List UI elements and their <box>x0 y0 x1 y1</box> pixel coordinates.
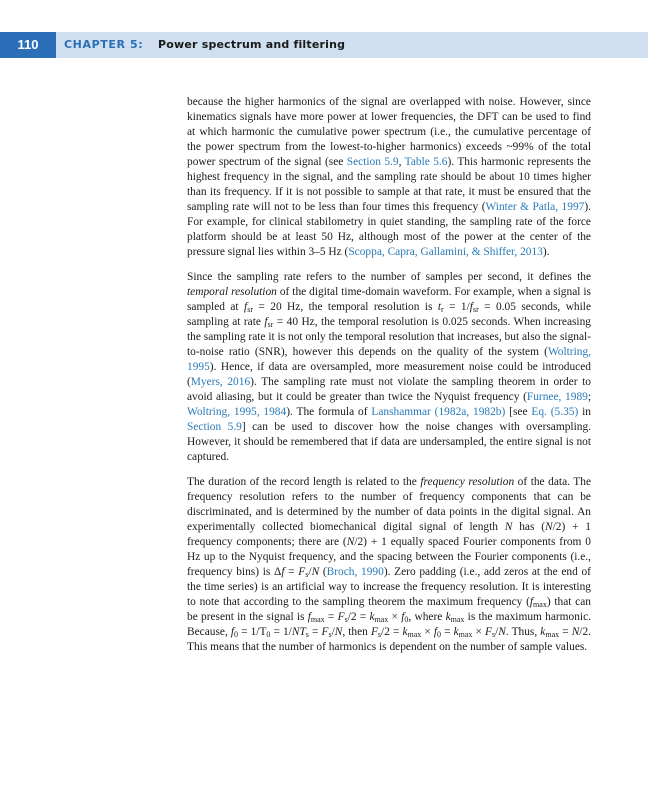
math-subscript: 0 <box>404 615 409 624</box>
text: in <box>578 406 591 418</box>
text: . Thus, <box>505 626 541 638</box>
text: = <box>284 566 299 578</box>
math-subscript: s <box>491 630 496 639</box>
text: = 1/ <box>443 301 470 313</box>
text: = <box>441 626 454 638</box>
math: F <box>298 566 306 578</box>
citation-link[interactable]: Scoppa, Capra, Gallamini, & Shiffer, 2013 <box>348 246 543 258</box>
math: t <box>437 301 441 313</box>
chapter-title: Power spectrum and filtering <box>158 38 346 51</box>
text: ) that can be present in the signal is <box>187 596 591 623</box>
math: k <box>369 611 375 623</box>
math-subscript: sr <box>247 305 253 314</box>
math: F <box>321 626 329 638</box>
math: k <box>445 611 451 623</box>
math-subscript: 0 <box>437 630 442 639</box>
text: [see <box>505 406 532 418</box>
paragraph-1 <box>187 95 591 260</box>
math: N <box>571 626 580 638</box>
emphasis: temporal resolution <box>187 286 277 298</box>
text: / <box>331 626 335 638</box>
text: ). This harmonic represents the highest frequency in the signal, and the sampling rate should be about 10 times higher than its frequency. If it is not possible to sample at that rate, it must be ensured that the sampling rate will not to be less than four times this frequency ( <box>187 156 591 213</box>
math: f <box>433 626 438 638</box>
emphasis: frequency resolution <box>420 476 515 488</box>
text: × <box>472 626 485 638</box>
math-subscript: max <box>407 630 422 639</box>
text: is the maximum harmonic. Because, <box>187 611 591 638</box>
text: /2) + 1 equally spaced Fourier components from 0 Hz up to the Nyquist frequency, and the spacing between the Fourier components (i.e., frequency bins) is Δ <box>187 536 591 578</box>
text: = <box>308 626 322 638</box>
equation-link[interactable]: Eq. (5.35) <box>531 406 579 418</box>
math: N <box>545 521 553 533</box>
text: = <box>324 611 338 623</box>
math-subscript: s <box>305 570 309 579</box>
text: / <box>308 566 312 578</box>
text: = 1/ <box>270 626 292 638</box>
citation-link[interactable]: Woltring, 1995, 1984 <box>187 406 287 418</box>
math: N <box>498 626 506 638</box>
math: f <box>307 611 311 623</box>
math: F <box>370 626 378 638</box>
section-link[interactable]: Section 5.9 <box>346 156 399 168</box>
text: ] can be used to discover how the noise changes with oversampling. However, it should be remembered that if data are undersampled, the entire signal is not captured. <box>187 421 591 463</box>
math: N <box>346 536 355 548</box>
table-link[interactable]: Table 5.6 <box>404 156 448 168</box>
math-subscript: max <box>374 615 389 624</box>
math: f <box>230 626 235 638</box>
math: f <box>469 301 473 313</box>
text: /2. This means that the number of harmonics is dependent on the number of sample values. <box>187 626 592 653</box>
math-subscript: r <box>441 305 444 314</box>
math: F <box>485 626 492 638</box>
math-subscript: s <box>377 630 382 639</box>
math: N <box>311 566 320 578</box>
math-subscript: s <box>328 630 332 639</box>
running-header <box>0 32 648 58</box>
paragraph-3 <box>187 475 591 655</box>
math-subscript: 0 <box>266 630 271 639</box>
math: k <box>540 626 546 638</box>
text: = <box>559 626 572 638</box>
text: The duration of the record length is related to the <box>187 476 421 488</box>
text: , where <box>408 611 446 623</box>
math-subscript: max <box>458 630 473 639</box>
math: N <box>334 626 343 638</box>
paragraph-2 <box>187 270 591 465</box>
math-subscript: max <box>450 615 465 624</box>
text: ). For example, for clinical stabilometry in quiet standing, the sampling rate of the force platform should be at least 50 Hz, although most of the power at the center of the pressure signal lies within 3–5 Hz ( <box>187 201 591 258</box>
text: ; <box>587 391 592 403</box>
text: /2 = <box>381 626 403 638</box>
citation-link[interactable]: Myers, 2016 <box>190 376 251 388</box>
text: has ( <box>512 521 545 533</box>
math: f <box>401 611 405 623</box>
math: f <box>264 316 268 328</box>
text: = 1/T <box>238 626 267 638</box>
body-text <box>187 95 591 665</box>
text: = 0.05 seconds, while sampling at rate <box>187 301 591 328</box>
text: ). The sampling rate must not violate the sampling theorem in order to avoid aliasing, but it could be greater than twice the Nyquist frequency ( <box>187 376 591 403</box>
math: f <box>529 596 534 608</box>
math: f <box>244 301 248 313</box>
citation-link[interactable]: Broch, 1990 <box>326 566 384 578</box>
citation-link[interactable]: Woltring, 1995 <box>187 346 591 373</box>
text: = 40 Hz, the temporal resolution is 0.025 seconds. When increasing the sampling rate it is not only the temporal resolution that increases, but also the signal-to-noise ratio (SNR), however this depends on the quality of the system ( <box>187 316 591 358</box>
text: = 20 Hz, the temporal resolution is <box>252 301 438 313</box>
text: ). Zero padding (i.e., add zeros at the end of the time series) is an artificial way to increase the frequency resolution. It is interesting to note that according to the sampling theorem the maximum frequency ( <box>187 566 591 608</box>
text: ). <box>542 246 550 258</box>
math: f <box>281 566 285 578</box>
text: of the digital time-domain waveform. For example, when a signal is sampled at <box>187 286 591 313</box>
text: because the higher harmonics of the signal are overlapped with noise. However, since kinematics signals have more power at lower frequencies, the DFT can be used to find at which harmonic the cumulative power spectrum (i.e., the cumulative percentage of the power spectrum from the lowest-to-higher harmonics) exceeds ~99% of the total power spectrum of the signal (see <box>187 96 591 168</box>
math: N <box>504 521 513 533</box>
text: × <box>388 611 402 623</box>
math: F <box>337 611 345 623</box>
section-link[interactable]: Section 5.9 <box>187 421 242 433</box>
math-subscript: 0 <box>234 630 239 639</box>
math: k <box>402 626 408 638</box>
text: ). Hence, if data are oversampled, more measurement noise could be introduced ( <box>187 361 591 388</box>
text: × <box>421 626 434 638</box>
text: ( <box>319 566 327 578</box>
citation-link[interactable]: Winter & Patla, 1997 <box>485 201 585 213</box>
text: /2 = <box>347 611 370 623</box>
text: ). The formula of <box>286 406 372 418</box>
citation-link[interactable]: Furnee, 1989 <box>526 391 588 403</box>
chapter-label: CHAPTER 5: <box>64 38 144 51</box>
math-subscript: s <box>344 615 348 624</box>
math-subscript: max <box>310 615 325 624</box>
math-subscript: max <box>545 630 560 639</box>
text: of the data. The frequency resolution refers to the number of frequency components that can be discriminated, and is determined by the number of data points in the digital signal. An experimentally collected biomechanical digital signal of length <box>187 476 592 533</box>
text: Since the sampling rate refers to the number of samples per second, it defines the <box>187 271 591 283</box>
math-subscript: sr <box>472 305 479 314</box>
text: /2) + 1 frequency components; there are ( <box>187 521 592 548</box>
math-subscript: max <box>533 600 547 609</box>
math-subscript: s <box>305 630 309 639</box>
text: / <box>495 626 499 638</box>
text: , then <box>342 626 371 638</box>
text: , <box>398 156 405 168</box>
page-number: 110 <box>0 32 56 58</box>
math: NT <box>291 626 306 638</box>
math: k <box>453 626 459 638</box>
math-subscript: sr <box>267 320 274 329</box>
citation-link[interactable]: Lanshammar (1982a, 1982b) <box>371 406 506 418</box>
